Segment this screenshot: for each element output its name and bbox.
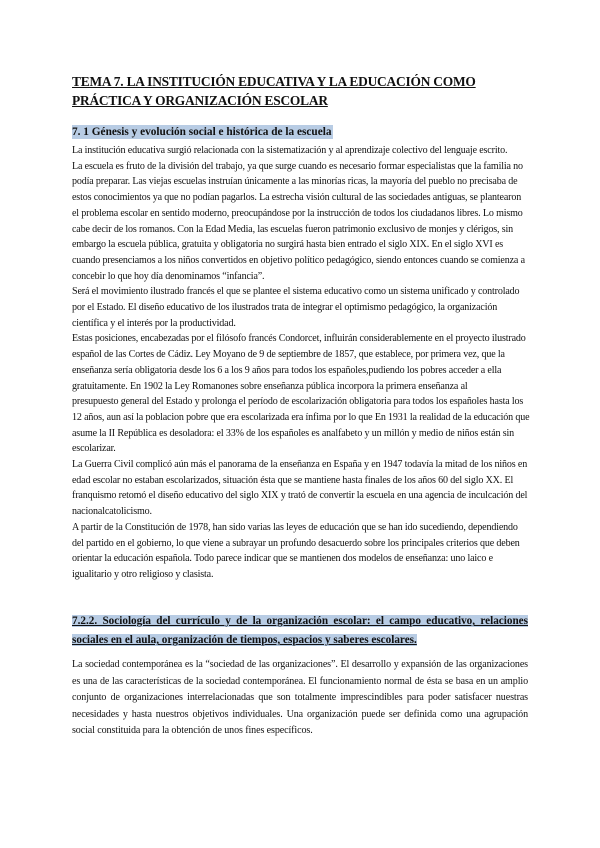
section-7-1-body (72, 143, 530, 583)
page-title: TEMA 7. LA INSTITUCIÓN EDUCATIVA Y LA EDUCACIÓN COMO PRÁCTICA Y ORGANIZACIÓN ESCOLAR (72, 74, 476, 108)
paragraph: Será el movimiento ilustrado francés el que se plantee el sistema educativo como un sistema unificado y controlado por el Estado. El diseño educativo de los ilustrados trata de integrar el optimismo pedagógico, la organización científica y el interés por la productividad. (72, 286, 520, 329)
section-heading-7-2-2 (72, 612, 528, 650)
paragraph: La Guerra Civil complicó aún más el panorama de la enseñanza en España y en 1947 todavía la mitad de los niños en edad escolar no estaban escolarizados, situación ésta que se mantiene hasta finales de los años 60 del siglo XX. El franquismo retomó el diseño educativo del siglo XIX y trató de convertir la escuela en una agencia de inculcación del nacionalcatolicismo. (72, 459, 528, 518)
paragraph: presupuesto general del Estado y prolonga el período de escolarización obligatoria para todos los españoles hasta los 12 años, aun así la poblacion pobre que era escolarizada era ínfima por lo que En 1931 la realidad de la educación que asume la II República es desoladora: el 33% de los españoles es analfabeto y un millón y medio de niños están sin escolarizar. (72, 396, 530, 455)
paragraph: A partir de la Constitución de 1978, han sido varias las leyes de educación que se han ido sucediendo, dependiendo del partido en el gobierno, lo que viene a subrayar un profundo desacuerdo sobre los principales criterios que deben orientar la educación española. Todo parece indicar que se mantienen dos modelos de enseñanza: uno laico e igualitario y otro religioso y clasista. (72, 521, 520, 580)
section-heading-7-1-text: 7. 1 Génesis y evolución social e histórica de la escuela (72, 126, 332, 138)
paragraph: Estas posiciones, encabezadas por el filósofo francés Condorcet, influirán considerablemente en el proyecto ilustrado español de las Cortes de Cádiz. Ley Moyano de 9 de septiembre de 1857, que establece, por primera vez, que la enseñanza sería obligatoria desde los 6 a los 9 años para todos los españoles,pudiendo los pobres acceder a ella gratuitamente. En 1902 la Ley Romanones sobre enseñanza pública incorpora la primera enseñanza al (72, 333, 526, 392)
section-heading-7-1 (72, 125, 333, 139)
section-heading-7-2-2-text: 7.2.2. Sociología del currículo y de la organización escolar: el campo educativo, relaciones sociales en el aula, organización de tiempos, espacios y saberes escolares. (72, 615, 528, 646)
section-7-2-2-paragraph: La sociedad contemporánea es la “sociedad de las organizaciones”. El desarrollo y expansión de las organizaciones es una de las características de la sociedad contemporánea. El funcionamiento normal de ésta se basa en un amplio conjunto de organizaciones interrelacionadas que son totalmente imprescindibles para poder satisfacer nuestras necesidades y hasta nuestros objetivos individuales. Una organización puede ser definida como una agrupación social constituida para la obtención de unos fines específicos. (72, 659, 528, 737)
paragraph: La institución educativa surgió relacionada con la sistematización y al aprendizaje colectivo del lenguaje escrito. (72, 145, 508, 156)
paragraph: La escuela es fruto de la división del trabajo, ya que surge cuando es necesario formar especialistas que la familia no podía preparar. Las viejas escuelas instruían únicamente a las minorías ricas, la mayoría del pueblo no precisaba de estos conocimientos ya que no podían pagarlos. La estrecha visión cultural de las sociedades antiguas, se plantearon el problema escolar en sentido moderno, preocupándose por la instrucción de todos los ciudadanos libres. Lo mismo cabe decir de los romanos. Con la Edad Media, las escuelas fueron patrimonio exclusivo de monjes y clérigos, sin embargo la escuela pública, gratuita y obligatoria no surgirá hasta bien entrado el siglo XIX. En el siglo XVI es cuando presenciamos a los niños convertidos en objetivo político pedagógico, siendo entonces cuando se comienza a concebir lo que hoy día denominamos “infancia”. (72, 160, 525, 282)
